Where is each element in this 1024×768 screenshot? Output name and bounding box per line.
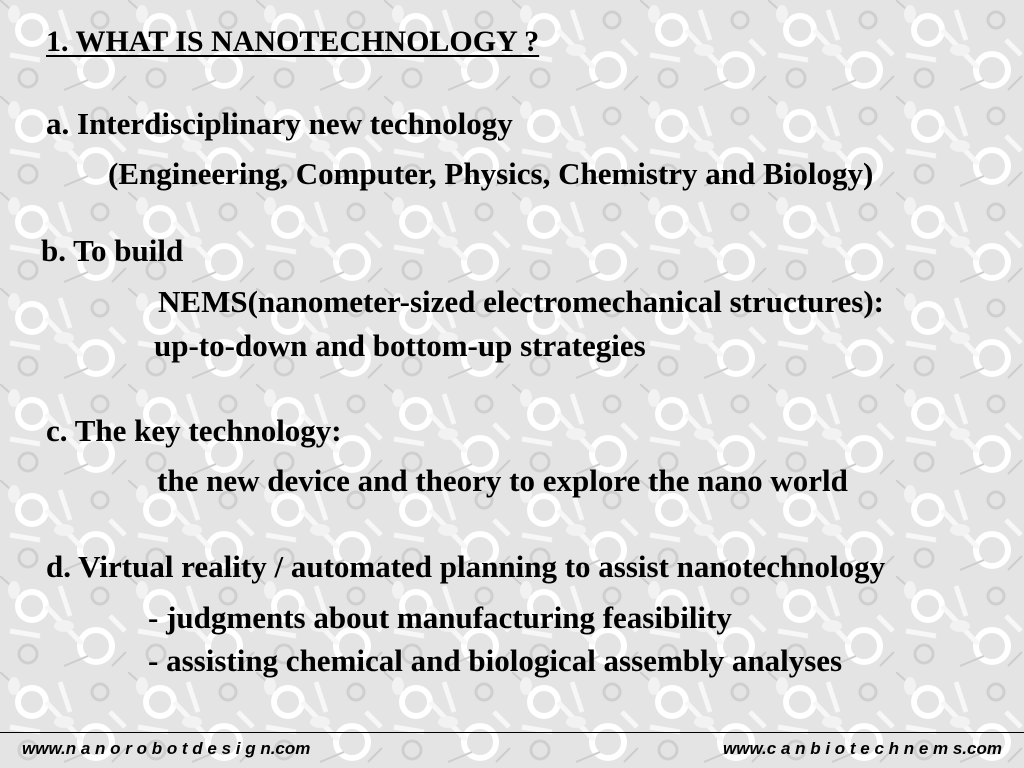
footer-link-right[interactable]: www.c a n b i o t e c h n e m s.com bbox=[723, 739, 1002, 758]
section-a-line-1: (Engineering, Computer, Physics, Chemistry and Biology) bbox=[108, 156, 874, 191]
section-d-line-2: - assisting chemical and biological assembly analyses bbox=[148, 643, 843, 678]
slide-title: 1. WHAT IS NANOTECHNOLOGY ? bbox=[46, 25, 540, 58]
section-d-heading: d. Virtual reality / automated planning to assist nanotechnology bbox=[46, 549, 886, 584]
footer-divider bbox=[0, 732, 1024, 733]
section-b-heading: b. To build bbox=[41, 233, 184, 268]
section-a-heading: a. Interdisciplinary new technology bbox=[46, 106, 513, 141]
section-d-line-1: - judgments about manufacturing feasibility bbox=[148, 600, 732, 635]
footer-link-left[interactable]: www.n a n o r o b o t d e s i g n.com bbox=[22, 739, 311, 758]
section-c-line-1: the new device and theory to explore the nano world bbox=[157, 463, 848, 498]
section-c-heading: c. The key technology: bbox=[46, 413, 342, 448]
section-b-line-2: up-to-down and bottom-up strategies bbox=[154, 328, 646, 363]
section-b-line-1: NEMS(nanometer-sized electromechanical structures): bbox=[158, 284, 885, 319]
